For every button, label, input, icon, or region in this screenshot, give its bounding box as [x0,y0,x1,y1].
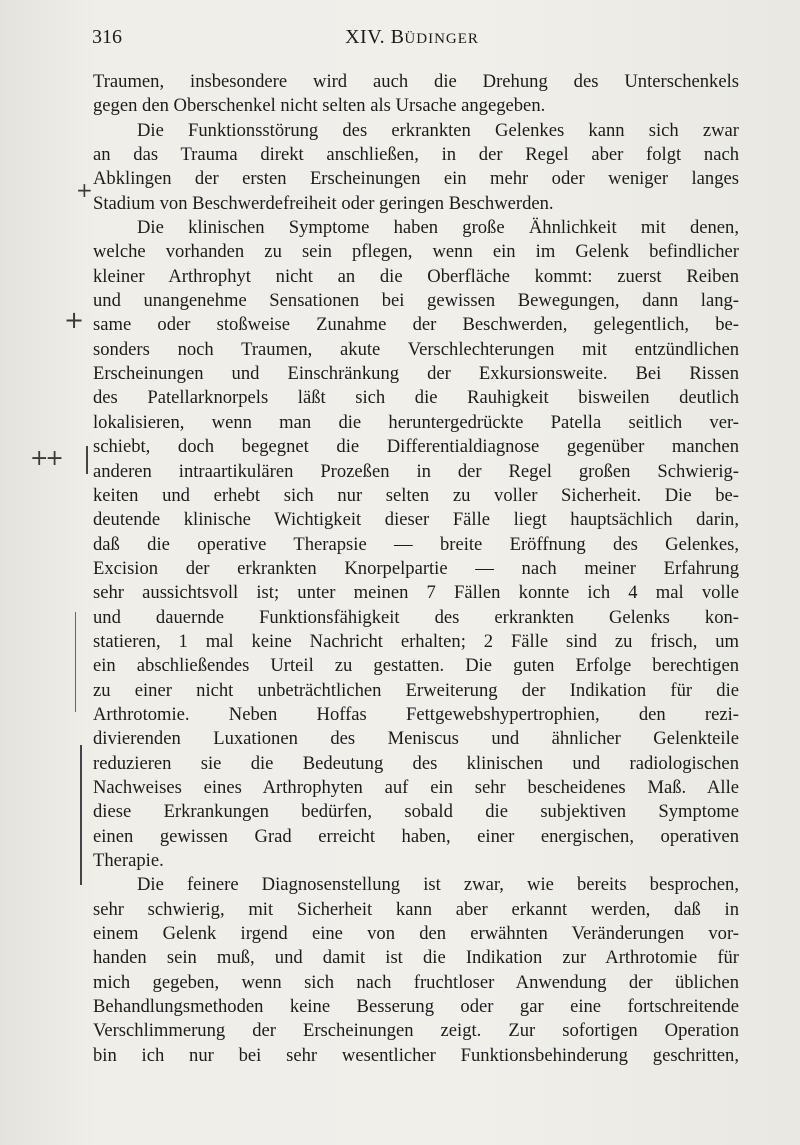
text-line: gegen den Oberschenkel nicht selten als Ursache angegeben. [93,95,546,117]
text-line: Excision der erkrankten Knorpelpartie — nach meiner Erfahrung [93,557,739,579]
text-line: kleiner Arthrophyt nicht an die Oberfläche kommt: zuerst Reiben [93,265,739,287]
author-cap: B [390,26,405,48]
text-line: keiten und erhebt sich nur selten zu voller Sicherheit. Die be- [93,484,739,506]
text-line: Abklingen der ersten Erscheinungen ein mehr oder weniger langes [93,168,739,190]
text-line: lokalisieren, wenn man die heruntergedrückte Patella seitlich ver- [93,411,739,433]
text-line: Die klinischen Symptome haben große Ähnlichkeit mit denen, [137,217,739,239]
text-line: anderen intraartikulären Prozeßen in der Regel großen Schwierig- [93,460,739,482]
text-line: Stadium von Beschwerdefreiheit oder geringen Beschwerden. [93,192,554,214]
text-line: deutende klinische Wichtigkeit dieser Fälle liegt hauptsächlich darin, [93,509,739,531]
margin-cross-mark: ++ [30,446,61,471]
margin-pencil-line [86,446,88,474]
text-line: same oder stoßweise Zunahme der Beschwerden, gelegentlich, be- [93,314,739,336]
running-head [86,26,738,49]
text-line: daß die operative Therapsie — breite Eröffnung des Gelenkes, [93,533,739,555]
text-line: Therapie. [93,850,164,871]
author-rest: ÜDINGER [404,31,479,47]
chapter-number: XIV. [345,26,386,48]
page-number: 316 [92,26,122,48]
text-line: einen gewissen Grad erreicht haben, einer energischen, operativen [93,825,739,847]
text-line: Arthrotomie. Neben Hoffas Fettgewebshypertrophien, den rezi- [93,703,739,725]
margin-cross-mark: + [64,306,85,334]
text-line: Verschlimmerung der Erscheinungen zeigt. Zur sofortigen Operation [93,1020,739,1042]
text-line: welche vorhanden zu sein pflegen, wenn ein im Gelenk befindlicher [93,241,739,263]
margin-pencil-line [75,612,76,712]
text-line: sehr schwierig, mit Sicherheit kann aber erkannt werden, daß in [93,898,739,920]
text-line: an das Trauma direkt anschließen, in der Regel aber folgt nach [93,144,739,166]
text-line: schiebt, doch begegnet die Differentialdiagnose gegenüber manchen [93,436,739,458]
text-line: statieren, 1 mal keine Nachricht erhalten; 2 Fälle sind zu frisch, um [93,630,739,652]
text-line: Behandlungsmethoden keine Besserung oder gar eine fortschreitende [93,996,739,1018]
margin-pencil-line [80,745,82,885]
text-line: und unangenehme Sensationen bei gewissen Bewegungen, dann lang- [93,290,739,312]
text-line: sonders noch Traumen, akute Verschlechterungen mit entzündlichen [93,338,739,360]
text-line: mich gegeben, wenn sich nach fruchtloser Anwendung der üblichen [93,971,739,993]
text-line: des Patellarknorpels läßt sich die Rauhigkeit bisweilen deutlich [93,387,739,409]
text-line: sehr aussichtsvoll ist; unter meinen 7 Fällen konnte ich 4 mal volle [93,582,739,604]
text-line: und dauernde Funktionsfähigkeit des erkrankten Gelenks kon- [93,606,739,628]
text-line: Die feinere Diagnosenstellung ist zwar, wie bereits besprochen, [137,874,739,896]
text-line: Erscheinungen und Einschränkung der Exkursionsweite. Bei Rissen [93,363,739,385]
text-line: zu einer nicht unbeträchtlichen Erweiterung der Indikation für die [93,679,739,701]
text-line: einem Gelenk irgend eine von den erwähnten Veränderungen vor- [93,923,739,945]
margin-cross-mark: + [76,178,93,202]
page-header [86,26,738,56]
text-line: ein abschließendes Urteil zu gestatten. Die guten Erfolge berechtigen [93,655,739,677]
text-line: Nachweises eines Arthrophyten auf ein sehr bescheidenes Maß. Alle [93,776,739,798]
text-line: Traumen, insbesondere wird auch die Drehung des Unterschenkels [93,71,739,92]
body-text [93,70,739,1068]
text-line: diese Erkrankungen bedürfen, sobald die subjektiven Symptome [93,801,739,823]
text-line: handen sein muß, und damit ist die Indikation zur Arthrotomie für [93,947,739,969]
text-line: reduzieren sie die Bedeutung des klinischen und radiologischen [93,752,739,774]
text-line: Die Funktionsstörung des erkrankten Gelenkes kann sich zwar [137,119,739,141]
text-line: divierenden Luxationen des Meniscus und ähnlicher Gelenkteile [93,728,739,750]
text-line: bin ich nur bei sehr wesentlicher Funktionsbehinderung geschritten, [93,1044,739,1066]
